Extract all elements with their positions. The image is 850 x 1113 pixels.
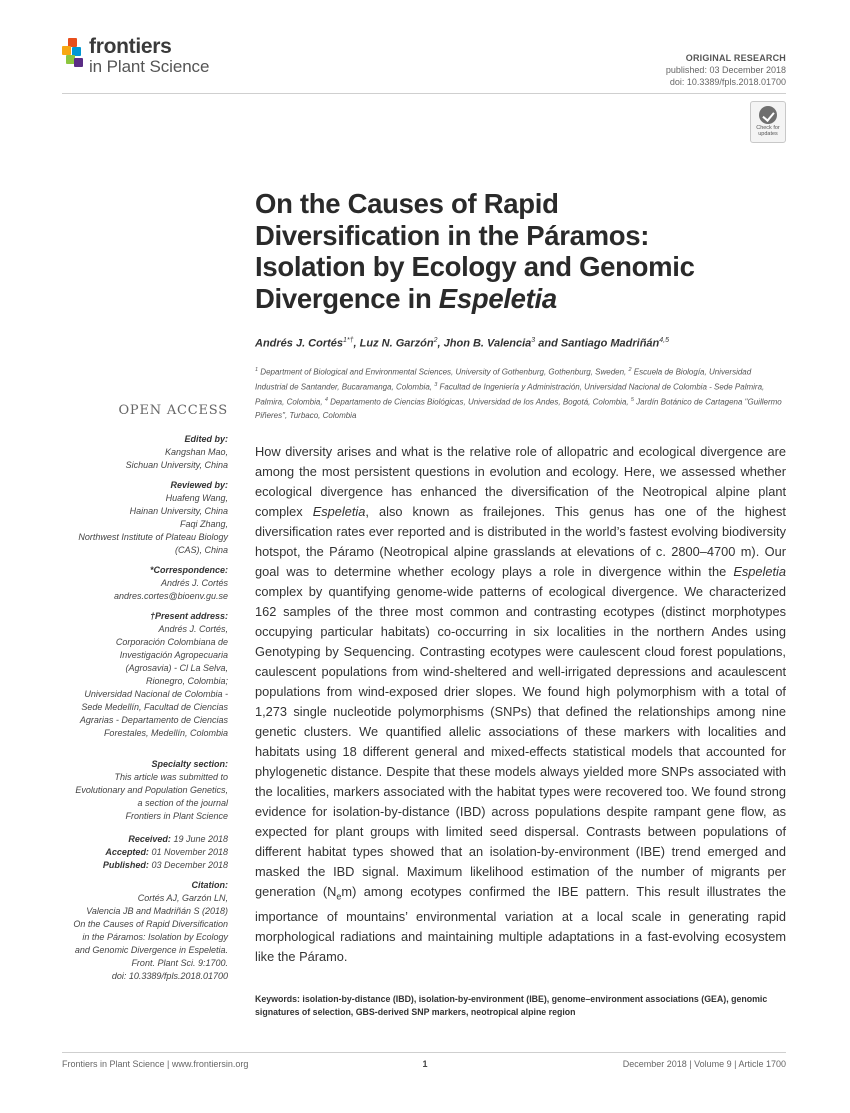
abstract-subscript: e — [336, 891, 342, 902]
accepted-value: 01 November 2018 — [148, 847, 228, 857]
citation-doi[interactable]: doi: 10.3389/fpls.2018.01700 — [111, 971, 228, 981]
sidebar-line: Universidad Nacional de Colombia - — [84, 689, 228, 699]
check-updates-label-2: updates — [758, 131, 778, 137]
abstract-text: complex by quantifying genome-wide patterns of ecological divergence. We characterized 162 samples of the three most common and contrasting ecotypes (distinct morphotypes occupying particular habitats) co-occurring in six localities in the northern Andes using Genotyping by Sequencing. Contrasting ecotypes were caulescent cloud forest populations, caulescent populations from wind-sheltered and well-irrigated depressions and acaulescent populations from wind-exposed drier slopes. We found high polymorphism with a total of 1,273 single nucleotide polymorphisms (SNPs) that defined the relationships among nine genetic clusters. We quantified allelic associations of these markers with localities and habitats using 18 different general and mixed-effects statistical models that accounted for phylogenetic distance. Despite that these models always yielded more SNPs associated with the localities, markers associated with the habitat types were recovered too. We found strong evidence for isolation-by-distance (IBD) across populations despite rampant gene flow, as expected for plant groups with limited seed dispersal. Contrasts between populations of different habitat types showed that an isolation-by-environment (IBE) trend emerged and masked the IBD signal. Maximum likelihood estimation of the number of migrants per generation (N — [255, 584, 786, 899]
sidebar-line: Evolutionary and Population Genetics, — [75, 785, 228, 795]
sidebar-line: Huafeng Wang, — [165, 493, 228, 503]
citation-label: Citation: — [191, 880, 228, 890]
published-date: published: 03 December 2018 — [665, 65, 786, 75]
specialty-label: Specialty section: — [151, 759, 228, 769]
affiliation-text: Departamento de Ciencias Biológicas, Universidad de los Andes, Bogotá, Colombia, — [327, 397, 631, 407]
accepted-label: Accepted: — [105, 847, 149, 857]
sidebar-line: Andrés J. Cortés, — [158, 624, 228, 634]
published-label: Published: — [102, 860, 149, 870]
sidebar-line: Agrarias - Departamento de Ciencias — [79, 715, 228, 725]
sidebar-line: Northwest Institute of Plateau Biology — [78, 532, 228, 542]
received-value: 19 June 2018 — [170, 834, 228, 844]
received-label: Received: — [128, 834, 171, 844]
sidebar-line: Frontiers in Plant Science — [125, 811, 228, 821]
affiliation-text: Department of Biological and Environmental Sciences, University of Gothenburg, Gothenburg, Sweden, — [258, 367, 629, 377]
author-sup: 1*† — [343, 337, 354, 344]
sidebar-line: Kangshan Mao, — [164, 447, 228, 457]
affiliation-text: Facultad de Ingeniería y Administración, Universidad Nacional de Colombia - Sede Palmira, Palmira, Colombia, — [255, 382, 765, 407]
title-line-3: Isolation by Ecology and Genomic — [255, 251, 695, 282]
sidebar-line: Faqi Zhang, — [179, 519, 228, 529]
author-name[interactable]: Jhon B. Valencia — [443, 337, 532, 350]
title-line-4 — [255, 283, 785, 315]
sidebar-line: Andrés J. Cortés — [160, 578, 228, 588]
specialty-block — [40, 758, 228, 823]
footer-issue-info: December 2018 | Volume 9 | Article 1700 — [622, 1059, 786, 1069]
author-list — [255, 337, 785, 350]
logo-journal-name: in Plant Science — [89, 57, 210, 76]
sidebar-line: Front. Plant Sci. 9:1700. — [131, 958, 228, 968]
sidebar-line: Investigación Agropecuaria — [119, 650, 228, 660]
open-access-label: OPEN ACCESS — [118, 403, 228, 418]
page-number: 1 — [422, 1059, 428, 1069]
article-type: ORIGINAL RESEARCH — [685, 53, 786, 63]
frontiers-logo-icon — [62, 38, 84, 70]
author-sup: 4,5 — [659, 337, 669, 344]
keywords: Keywords: isolation-by-distance (IBD), isolation-by-environment (IBE), genome–environment associations (GEA), genomic signatures of selection, GBS-derived SNP markers, neotropical alpine region — [255, 994, 768, 1017]
correspondence-label: *Correspondence: — [149, 565, 228, 575]
affiliation-sup: 1 — [255, 367, 259, 373]
journal-logo[interactable] — [62, 36, 209, 75]
sidebar-line: This article was submitted to — [114, 772, 228, 782]
affiliation-sup: 2 — [628, 367, 632, 373]
article-sidebar — [40, 433, 228, 990]
reviewed-by-label: Reviewed by: — [170, 480, 228, 490]
abstract-genus: Espeletia — [733, 564, 786, 579]
header-divider — [62, 93, 786, 94]
author-sep: , — [437, 337, 444, 350]
check-updates-icon — [759, 106, 777, 124]
author-sup: 3 — [531, 337, 536, 344]
article-title — [255, 188, 785, 314]
sidebar-line: (CAS), China — [174, 545, 228, 555]
affiliation-sup: 5 — [630, 397, 634, 404]
check-for-updates-button[interactable] — [750, 101, 786, 143]
logo-brand: frontiers — [89, 35, 172, 58]
article-doi[interactable]: doi: 10.3389/fpls.2018.01700 — [669, 77, 786, 87]
author-name[interactable]: Luz N. Garzón — [359, 337, 434, 350]
title-line-1: On the Causes of Rapid — [255, 188, 559, 219]
author-sep: , — [353, 337, 360, 350]
article-meta — [666, 52, 786, 88]
logo-square-2 — [62, 46, 71, 55]
affiliations — [255, 364, 785, 423]
abstract-text: , also known as frailejones. This genus has one of the highest diversification rates ever reported and is distributed in the world’s fastest evolving biodiversity hotspot, the Páramo (Neotropical alpine grasslands at elevations of c. 2800–4700 m). Our goal was to determine whether ecology plays a role in divergence within the — [255, 504, 786, 579]
abstract-text: How diversity arises and what is the relative role of allopatric and ecological divergence are among the most persistent questions in evolution and ecology. Here, we assessed whether ecological divergence has enhanced the diversification of the Neotropical alpine plant complex — [255, 444, 786, 519]
sidebar-line: and Genomic Divergence in Espeletia. — [74, 945, 228, 955]
affiliation-text: Escuela de Biología, Universidad Industrial de Santander, Bucaramanga, Colombia, — [255, 367, 752, 392]
logo-square-5 — [74, 58, 83, 67]
title-line-4-text: Divergence in — [255, 282, 439, 314]
author-name[interactable]: Santiago Madriñán — [560, 337, 660, 350]
sidebar-line: Sede Medellín, Facultad de Ciencias — [81, 702, 228, 712]
edited-by-label: Edited by: — [184, 434, 228, 444]
abstract — [255, 442, 786, 967]
citation-block — [40, 879, 228, 983]
sidebar-line: Cortés AJ, Garzón LN, — [137, 893, 228, 903]
sidebar-line: Valencia JB and Madriñán S (2018) — [86, 906, 228, 916]
present-address-block — [40, 610, 228, 740]
published-value: 03 December 2018 — [148, 860, 228, 870]
footer-journal-link[interactable]: Frontiers in Plant Science | www.frontiersin.org — [62, 1059, 249, 1069]
abstract-text: m) among ecotypes confirmed the IBE pattern. This result illustrates the importance of mountains’ environmental variation at a local scale in generating rapid morphological radiations and maintaining multiple adaptations in a fast-evolving ecosystem like the Páramo. — [255, 884, 786, 964]
sidebar-line: (Agrosavia) - Cl La Selva, — [125, 663, 228, 673]
footer-divider — [62, 1052, 786, 1053]
reviewed-by-block — [40, 479, 228, 557]
affiliation-sup: 4 — [324, 397, 328, 404]
sidebar-line: in the Páramos: Isolation by Ecology — [82, 932, 228, 942]
affiliation-sup: 3 — [434, 382, 438, 389]
affiliation-text: Jardín Botánico de Cartagena "Guillermo Piñeres", Turbaco, Colombia — [255, 397, 782, 421]
sidebar-line: Rionegro, Colombia; — [145, 676, 228, 686]
dates-block — [40, 833, 228, 872]
present-address-label: †Present address: — [149, 611, 228, 621]
author-sup: 2 — [433, 337, 438, 344]
author-sep: and — [535, 337, 561, 350]
sidebar-line: Sichuan University, China — [125, 460, 228, 470]
title-genus: Espeletia — [438, 282, 557, 314]
abstract-genus: Espeletia — [312, 504, 366, 519]
sidebar-line: Forestales, Medellín, Colombia — [103, 728, 228, 738]
author-name[interactable]: Andrés J. Cortés — [255, 337, 344, 350]
sidebar-line: On the Causes of Rapid Diversification — [73, 919, 228, 929]
edited-by-block — [40, 433, 228, 472]
title-line-2: Diversification in the Páramos: — [255, 219, 650, 251]
correspondence-block — [40, 564, 228, 603]
sidebar-line: Corporación Colombiana de — [115, 637, 228, 647]
check-updates-label-1: Check for — [756, 125, 780, 131]
correspondence-email[interactable]: andres.cortes@bioenv.gu.se — [113, 591, 228, 601]
sidebar-line: Hainan University, China — [129, 506, 228, 516]
sidebar-line: a section of the journal — [137, 798, 228, 808]
